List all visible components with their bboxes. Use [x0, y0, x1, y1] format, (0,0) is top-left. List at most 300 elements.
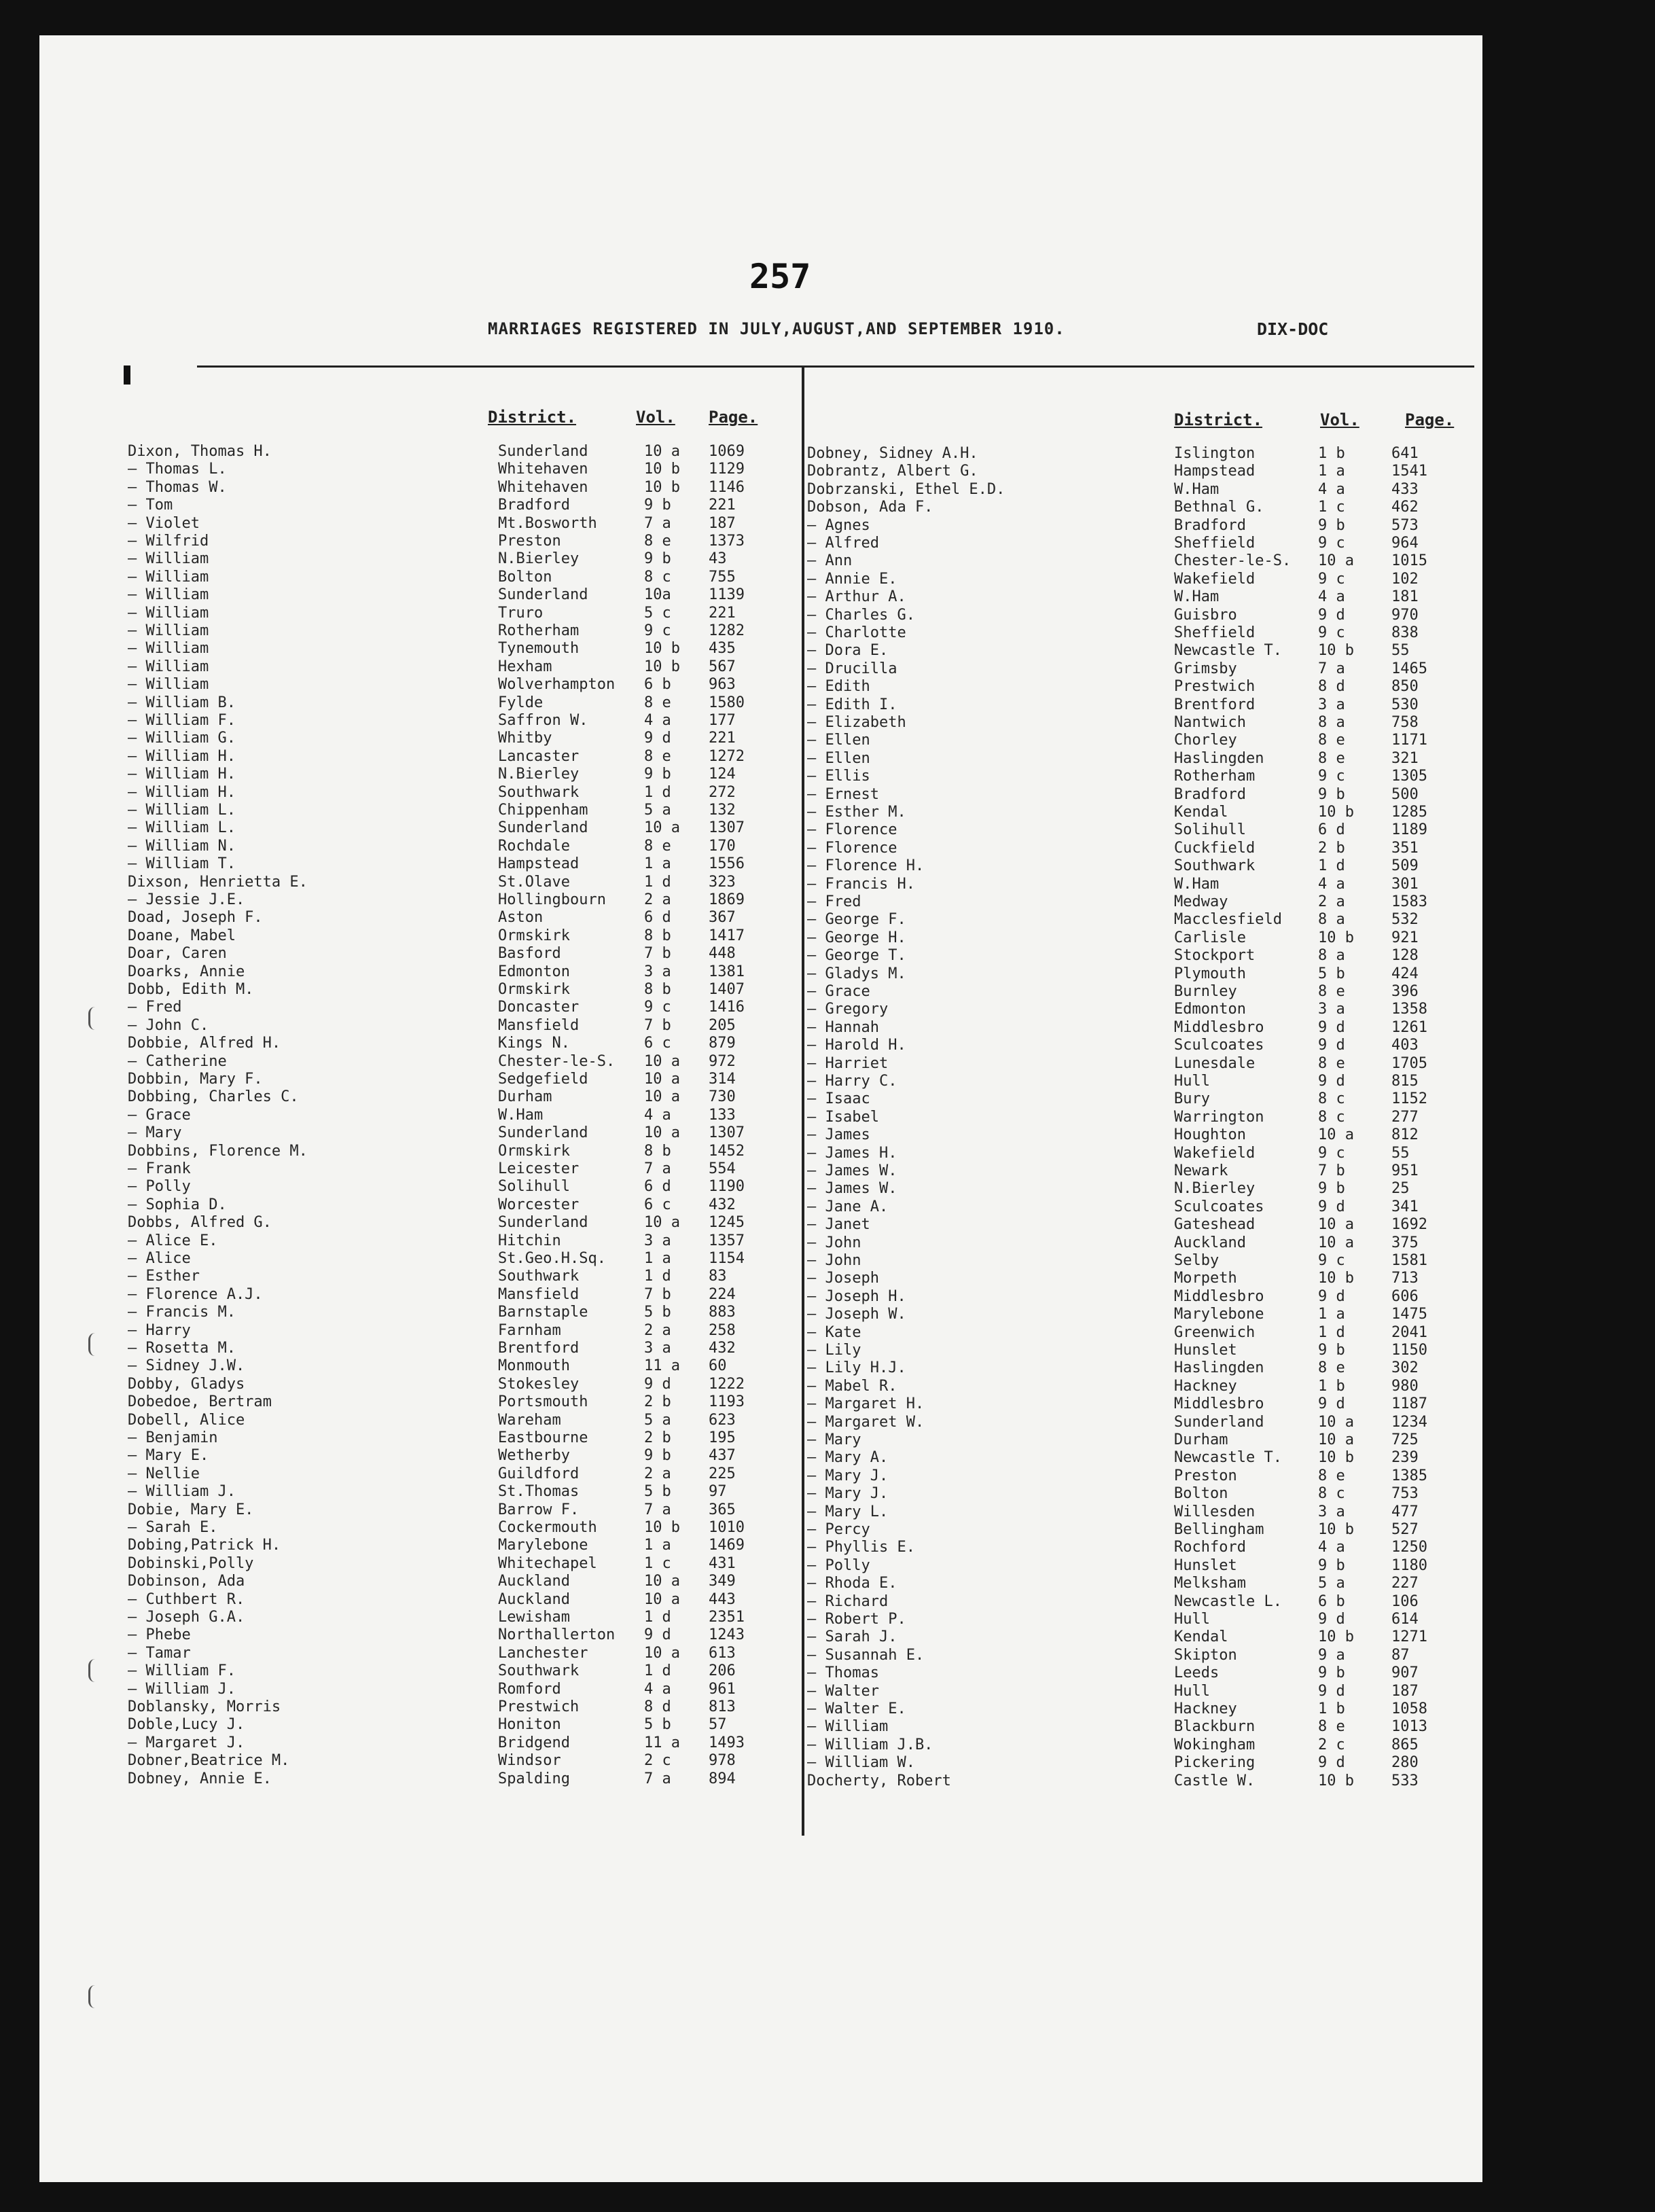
entry-name: — Susannah E. — [807, 1646, 925, 1664]
register-entry-row — [128, 1160, 780, 1178]
register-entry-row — [128, 1268, 780, 1285]
register-entry-row — [807, 1431, 1473, 1449]
register-entry-row — [128, 1322, 780, 1340]
register-entry-row — [128, 784, 780, 802]
entry-volume: 10 b — [644, 1519, 680, 1536]
register-entry-row — [128, 1555, 780, 1573]
entry-volume: 9 c — [644, 622, 671, 639]
entry-page: 1541 — [1391, 463, 1427, 480]
entry-district: Auckland — [1174, 1234, 1246, 1251]
entry-district: Bradford — [1174, 516, 1246, 534]
entry-name: — Florence H. — [807, 857, 925, 875]
entry-name: — James W. — [807, 1180, 897, 1198]
register-entry-row — [807, 786, 1473, 804]
entry-volume: 8 e — [1318, 1359, 1345, 1377]
entry-name: — Tamar — [128, 1644, 191, 1662]
entry-district: Leeds — [1174, 1664, 1220, 1682]
entry-name: — Sophia D. — [128, 1196, 227, 1213]
entry-district: Wakefield — [1174, 1144, 1256, 1162]
entry-district: Bethnal G. — [1174, 499, 1264, 516]
entry-name: — Charles G. — [807, 606, 915, 624]
entry-volume: 2 b — [644, 1429, 671, 1446]
register-entry-row — [807, 750, 1473, 768]
register-entry-row — [128, 479, 780, 497]
entry-page: 258 — [709, 1321, 736, 1339]
register-entry-row — [128, 1626, 780, 1644]
entry-volume: 9 c — [1318, 1252, 1345, 1269]
register-entry-row — [807, 1593, 1473, 1611]
register-entry-row — [807, 1683, 1473, 1700]
right-page-heading: Page. — [1405, 410, 1455, 429]
entry-name: — Ellen — [807, 732, 870, 749]
register-entry-row — [807, 1162, 1473, 1180]
entry-page: 1869 — [709, 891, 745, 908]
entry-volume: 9 c — [644, 999, 671, 1016]
entry-district: Bolton — [498, 568, 552, 586]
entry-name: Dobby, Gladys — [128, 1375, 245, 1393]
entry-district: Selby — [1174, 1252, 1220, 1269]
register-entry-row — [807, 1467, 1473, 1485]
entry-name: — Thomas L. — [128, 461, 227, 478]
entry-volume: 10 a — [1318, 1234, 1354, 1251]
entry-name: — William H. — [128, 766, 236, 783]
entry-name: — William B. — [128, 694, 236, 711]
entry-name: — Phyllis E. — [807, 1539, 915, 1556]
entry-district: Edmonton — [1174, 1001, 1246, 1018]
register-entry-row — [807, 804, 1473, 821]
entry-name: Dobbs, Alfred G. — [128, 1214, 272, 1232]
entry-page: 477 — [1391, 1503, 1419, 1520]
register-entry-row — [807, 1557, 1473, 1575]
entry-volume: 9 d — [1318, 1395, 1345, 1413]
entry-district: Greenwich — [1174, 1323, 1256, 1341]
entry-page: 177 — [709, 712, 736, 729]
entry-name: — Alfred — [807, 535, 879, 552]
entry-volume: 1 b — [1318, 1377, 1345, 1395]
entry-volume: 4 a — [1318, 480, 1345, 498]
entry-volume: 7 a — [644, 1501, 671, 1518]
entry-district: St.Thomas — [498, 1483, 580, 1501]
entry-volume: 9 b — [1318, 1180, 1345, 1198]
register-entry-row — [807, 1611, 1473, 1628]
entry-page: 55 — [1391, 642, 1410, 660]
entry-volume: 10 a — [1318, 1431, 1354, 1448]
entry-volume: 10 b — [1318, 642, 1354, 660]
entry-page: 1015 — [1391, 552, 1427, 570]
entry-name: — Janet — [807, 1216, 870, 1234]
entry-page: 187 — [1391, 1682, 1419, 1700]
entry-volume: 1 d — [644, 1662, 671, 1680]
entry-page: 613 — [709, 1644, 736, 1662]
entry-volume: 10 b — [1318, 1449, 1354, 1467]
entry-page: 606 — [1391, 1287, 1419, 1305]
entry-district: Monmouth — [498, 1357, 570, 1375]
entry-page: 850 — [1391, 678, 1419, 696]
entry-district: Willesden — [1174, 1503, 1256, 1520]
entry-volume: 1 c — [1318, 499, 1345, 516]
entry-district: Blackburn — [1174, 1718, 1256, 1736]
entry-page: 961 — [709, 1680, 736, 1698]
entry-volume: 8 c — [1318, 1108, 1345, 1126]
entry-page: 1692 — [1391, 1216, 1427, 1234]
register-entry-row — [128, 1232, 780, 1250]
entry-page: 879 — [709, 1035, 736, 1052]
entry-district: Sunderland — [1174, 1413, 1264, 1431]
entry-name: — William L. — [128, 802, 236, 819]
entry-district: Ormskirk — [498, 1142, 570, 1160]
entry-volume: 9 b — [1318, 516, 1345, 534]
entry-district: Guisbro — [1174, 606, 1237, 624]
entry-name: — William — [128, 568, 209, 586]
entry-volume: 8 a — [1318, 911, 1345, 929]
entry-page: 1250 — [1391, 1539, 1427, 1556]
entry-volume: 10 b — [1318, 929, 1354, 946]
entry-page: 87 — [1391, 1646, 1410, 1664]
entry-volume: 8 e — [644, 837, 671, 855]
register-entry-row — [807, 983, 1473, 1001]
entry-district: Lewisham — [498, 1609, 570, 1626]
register-entry-row — [807, 1055, 1473, 1073]
entry-volume: 8 e — [1318, 732, 1345, 749]
entry-volume: 8 e — [1318, 749, 1345, 767]
entry-page: 755 — [709, 568, 736, 586]
entry-volume: 8 b — [644, 1142, 671, 1160]
register-entry-row — [128, 927, 780, 945]
register-entry-row — [128, 1088, 780, 1106]
entry-volume: 8 e — [1318, 1054, 1345, 1072]
register-entry-row — [128, 1357, 780, 1375]
register-entry-row — [807, 1575, 1473, 1592]
register-entry-row — [128, 838, 780, 855]
entry-volume: 5 a — [644, 1411, 671, 1429]
entry-district: Fylde — [498, 694, 544, 711]
register-entry-row — [807, 463, 1473, 480]
entry-page: 97 — [709, 1483, 727, 1501]
register-entry-row — [128, 461, 780, 478]
entry-district: Prestwich — [1174, 678, 1256, 696]
entry-name: Dobrzanski, Ethel E.D. — [807, 480, 1006, 498]
entry-district: Preston — [498, 533, 561, 550]
entry-volume: 9 d — [644, 730, 671, 747]
entry-district: Bradford — [1174, 785, 1246, 803]
register-entry-row — [807, 1126, 1473, 1144]
entry-district: Cockermouth — [498, 1519, 597, 1536]
entry-volume: 6 d — [644, 909, 671, 927]
entry-name: — Mary A. — [807, 1449, 889, 1467]
entry-page: 124 — [709, 766, 736, 783]
entry-name: Dobie, Mary E. — [128, 1501, 254, 1518]
entry-page: 1193 — [709, 1393, 745, 1411]
register-entry-row — [128, 1573, 780, 1590]
entry-page: 1493 — [709, 1734, 745, 1751]
entry-district: Honiton — [498, 1716, 561, 1734]
entry-district: Hampstead — [1174, 463, 1256, 480]
entry-name: — Robert P. — [807, 1611, 906, 1628]
entry-volume: 2 a — [644, 891, 671, 908]
entry-name: — William — [128, 658, 209, 675]
entry-volume: 10 b — [644, 658, 680, 675]
entry-volume: 5 a — [644, 802, 671, 819]
entry-district: Whitehaven — [498, 461, 588, 478]
entry-district: Haslingden — [1174, 1359, 1264, 1377]
register-entry-row — [807, 517, 1473, 535]
entry-district: Plymouth — [1174, 965, 1246, 982]
register-entry-row — [128, 981, 780, 999]
entry-name: — Sarah E. — [128, 1519, 218, 1536]
register-entry-row — [807, 535, 1473, 552]
entry-volume: 10 a — [1318, 1126, 1354, 1144]
entry-district: Sculcoates — [1174, 1198, 1264, 1215]
entry-name: — Cuthbert R. — [128, 1590, 245, 1608]
entry-name: — William — [807, 1718, 889, 1736]
left-page-heading: Page. — [709, 408, 758, 427]
entry-page: 964 — [1391, 535, 1419, 552]
entry-district: Southwark — [1174, 857, 1256, 875]
entry-page: 527 — [1391, 1521, 1419, 1538]
entry-volume: 6 b — [644, 676, 671, 694]
entry-page: 978 — [709, 1752, 736, 1770]
entry-volume: 1 d — [1318, 1323, 1345, 1341]
entry-page: 921 — [1391, 929, 1419, 946]
entry-volume: 9 a — [1318, 1646, 1345, 1664]
entry-page: 533 — [1391, 1772, 1419, 1789]
register-entry-row — [807, 1521, 1473, 1539]
register-entry-row — [128, 1734, 780, 1752]
entry-page: 641 — [1391, 445, 1419, 462]
entry-page: 1234 — [1391, 1413, 1427, 1431]
entry-name: Dixon, Thomas H. — [128, 443, 272, 460]
entry-volume: 10 b — [1318, 804, 1354, 821]
register-entry-row — [128, 766, 780, 783]
entry-volume: 1 d — [644, 1268, 671, 1285]
entry-page: 730 — [709, 1088, 736, 1106]
entry-page: 431 — [709, 1554, 736, 1572]
entry-name: — William T. — [128, 855, 236, 873]
entry-district: Prestwich — [498, 1698, 580, 1715]
entry-page: 206 — [709, 1662, 736, 1680]
entry-volume: 9 b — [1318, 1556, 1345, 1574]
binding-hole-mark — [88, 1985, 97, 2008]
entry-name: — Mary E. — [128, 1447, 209, 1465]
register-entry-row — [128, 605, 780, 622]
register-entry-row — [807, 1736, 1473, 1754]
register-entry-row — [128, 1340, 780, 1357]
entry-name: — Alice E. — [128, 1232, 218, 1249]
entry-name: — Edith — [807, 678, 870, 696]
entry-page: 980 — [1391, 1377, 1419, 1395]
entry-name: — Esther — [128, 1268, 200, 1285]
register-entry-row — [807, 1754, 1473, 1772]
entry-page: 396 — [1391, 983, 1419, 1000]
margin-mark — [124, 365, 130, 385]
entry-name: — John — [807, 1252, 861, 1269]
entry-page: 1705 — [1391, 1054, 1427, 1072]
entry-district: Rochford — [1174, 1539, 1246, 1556]
entry-volume: 8 c — [644, 568, 671, 586]
register-entry-row — [807, 893, 1473, 911]
entry-volume: 8 b — [644, 927, 671, 944]
entry-name: — Kate — [807, 1323, 861, 1341]
entry-page: 1152 — [1391, 1090, 1427, 1108]
entry-volume: 10 b — [1318, 1521, 1354, 1538]
right-vol-heading: Vol. — [1320, 410, 1359, 429]
entry-volume: 3 a — [644, 1232, 671, 1249]
entry-page: 462 — [1391, 499, 1419, 516]
entry-name: Doane, Mabel — [128, 927, 236, 944]
register-entry-row — [807, 1324, 1473, 1342]
register-entry-row — [807, 642, 1473, 660]
register-entry-row — [807, 965, 1473, 983]
entry-name: — William F. — [128, 712, 236, 729]
register-entry-row — [128, 1124, 780, 1142]
entry-name: — Rosetta M. — [128, 1340, 236, 1357]
entry-volume: 10 b — [1318, 1270, 1354, 1287]
entry-name: — William H. — [128, 783, 236, 801]
entry-volume: 10 a — [644, 1644, 680, 1662]
entry-district: Stockport — [1174, 947, 1256, 965]
entry-name: — Ann — [807, 552, 853, 570]
entry-name: — William — [128, 604, 209, 622]
register-entry-row — [128, 1716, 780, 1734]
entry-page: 375 — [1391, 1234, 1419, 1251]
entry-district: Sculcoates — [1174, 1037, 1264, 1054]
register-entry-row — [128, 1143, 780, 1160]
register-entry-row — [807, 1001, 1473, 1018]
entry-name: Dobner,Beatrice M. — [128, 1752, 290, 1770]
entry-district: Leicester — [498, 1160, 580, 1177]
register-entry-row — [128, 1519, 780, 1537]
register-entry-row — [807, 1378, 1473, 1395]
entry-page: 1385 — [1391, 1467, 1427, 1484]
entry-district: Rotherham — [498, 622, 580, 639]
entry-district: St.Olave — [498, 873, 570, 891]
entry-district: Durham — [498, 1088, 552, 1106]
entry-district: Gateshead — [1174, 1216, 1256, 1234]
register-entry-row — [807, 660, 1473, 678]
entry-volume: 1 a — [644, 1250, 671, 1267]
entry-page: 365 — [709, 1501, 736, 1518]
entry-volume: 9 b — [644, 497, 671, 514]
entry-name: — Ellis — [807, 768, 870, 785]
entry-page: 1013 — [1391, 1718, 1427, 1736]
entry-page: 221 — [709, 497, 736, 514]
entry-district: Southwark — [498, 1662, 580, 1680]
entry-page: 865 — [1391, 1736, 1419, 1753]
entry-volume: 9 b — [644, 766, 671, 783]
register-entry-row — [128, 1107, 780, 1124]
register-entry-row — [807, 732, 1473, 749]
register-entry-row — [807, 714, 1473, 732]
entry-page: 224 — [709, 1285, 736, 1303]
entry-district: Spalding — [498, 1770, 570, 1787]
entry-name: — Harriet — [807, 1054, 889, 1072]
entry-name: — Walter — [807, 1682, 879, 1700]
register-entry-row — [128, 515, 780, 533]
register-entry-row — [807, 1252, 1473, 1270]
entry-district: Newcastle T. — [1174, 1449, 1282, 1467]
entry-page: 713 — [1391, 1270, 1419, 1287]
entry-page: 1272 — [709, 747, 745, 765]
entry-name: Dobing,Patrick H. — [128, 1537, 281, 1554]
register-entry-row — [128, 1214, 780, 1232]
register-entry-row — [807, 1664, 1473, 1682]
register-entry-row — [128, 1017, 780, 1035]
entry-page: 25 — [1391, 1180, 1410, 1198]
entry-district: Newcastle L. — [1174, 1592, 1282, 1610]
register-entry-row — [807, 1485, 1473, 1503]
entry-district: Sunderland — [498, 1124, 588, 1142]
entry-name: Dobney, Sidney A.H. — [807, 445, 978, 462]
entry-name: Dobson, Ada F. — [807, 499, 933, 516]
entry-district: Middlesbro — [1174, 1395, 1264, 1413]
entry-volume: 10 a — [1318, 1413, 1354, 1431]
entry-district: Barnstaple — [498, 1304, 588, 1321]
entry-volume: 9 b — [1318, 785, 1345, 803]
entry-page: 435 — [709, 640, 736, 658]
entry-page: 1381 — [709, 963, 745, 980]
entry-name: — James H. — [807, 1144, 897, 1162]
entry-page: 57 — [709, 1716, 727, 1734]
entry-page: 1307 — [709, 819, 745, 837]
register-entry-row — [807, 624, 1473, 642]
entry-volume: 1 a — [644, 855, 671, 873]
entry-district: Rochdale — [498, 837, 570, 855]
entry-page: 614 — [1391, 1611, 1419, 1628]
register-entry-row — [128, 963, 780, 981]
register-entry-row — [807, 696, 1473, 714]
register-entry-row — [128, 1304, 780, 1321]
register-entry-row — [128, 874, 780, 891]
entry-volume: 7 a — [1318, 660, 1345, 677]
entry-page: 1556 — [709, 855, 745, 873]
entry-page: 1307 — [709, 1124, 745, 1142]
register-entry-row — [128, 1035, 780, 1052]
entry-page: 623 — [709, 1411, 736, 1429]
entry-page: 1245 — [709, 1214, 745, 1232]
entry-district: Aston — [498, 909, 544, 927]
entry-page: 351 — [1391, 839, 1419, 857]
entry-page: 83 — [709, 1268, 727, 1285]
register-entry-row — [807, 1306, 1473, 1323]
register-entry-row — [807, 1772, 1473, 1790]
entry-volume: 3 a — [1318, 1001, 1345, 1018]
entry-district: Kings N. — [498, 1035, 570, 1052]
entry-page: 1271 — [1391, 1628, 1427, 1646]
entry-page: 443 — [709, 1590, 736, 1608]
entry-name: — Edith I. — [807, 696, 897, 713]
entry-page: 221 — [709, 730, 736, 747]
entry-volume: 10 a — [1318, 1216, 1354, 1234]
register-entry-row — [128, 1501, 780, 1519]
entry-volume: 3 a — [644, 963, 671, 980]
entry-page: 1452 — [709, 1142, 745, 1160]
entry-page: 500 — [1391, 785, 1419, 803]
entry-district: Basford — [498, 945, 561, 963]
entry-district: Ormskirk — [498, 927, 570, 944]
entry-volume: 9 b — [1318, 1664, 1345, 1682]
entry-page: 813 — [709, 1698, 736, 1715]
right-district-heading: District. — [1174, 410, 1263, 429]
register-entry-row — [807, 1449, 1473, 1467]
entry-page: 60 — [709, 1357, 727, 1375]
index-range-code: DIX-DOC — [1257, 319, 1329, 339]
entry-district: Morpeth — [1174, 1270, 1237, 1287]
entry-volume: 1 c — [644, 1554, 671, 1572]
entry-page: 1282 — [709, 622, 745, 639]
register-entry-row — [128, 1071, 780, 1088]
entry-name: Dobrantz, Albert G. — [807, 463, 978, 480]
entry-page: 1373 — [709, 533, 745, 550]
